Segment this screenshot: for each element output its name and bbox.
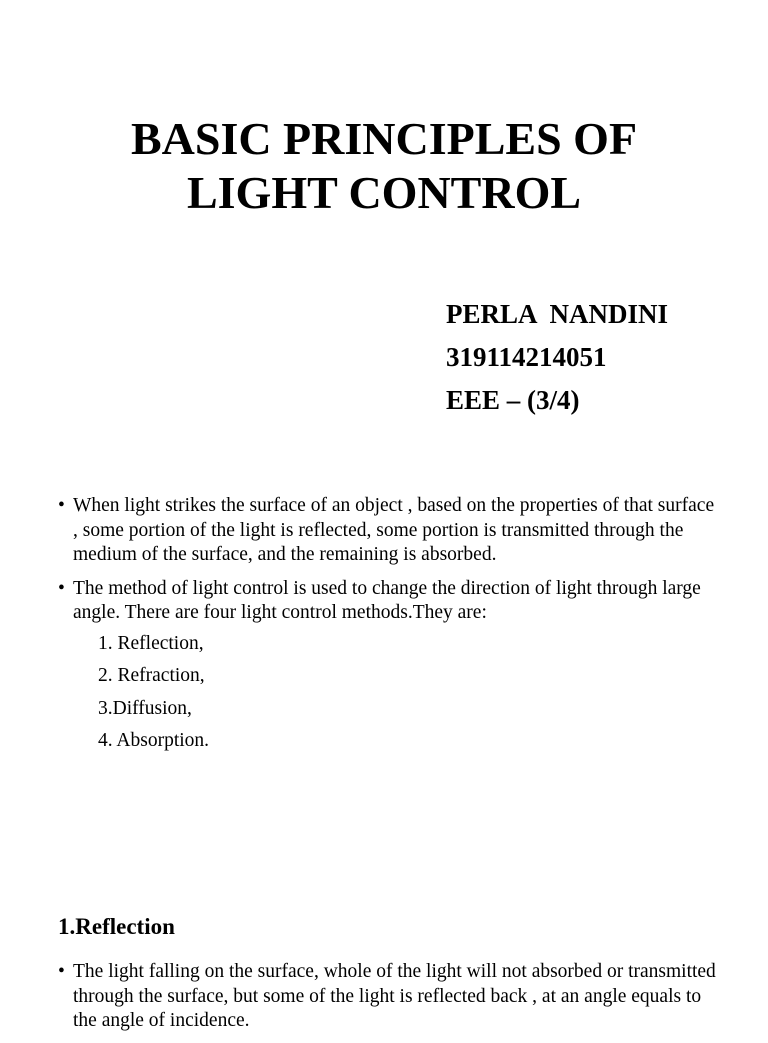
section-heading-reflection: 1.Reflection <box>58 914 175 939</box>
branch-year: EEE – (3/4) <box>446 385 580 415</box>
author-name: PERLA NANDINI <box>446 299 669 329</box>
reflection-bullet-list <box>58 960 718 1043</box>
methods-list <box>73 632 718 754</box>
bullet-text: When light strikes the surface of an object , based on the properties of that surface , some portion of the light is reflected, some portion is transmitted through the medium of the surface, and the remaining is absorbed. <box>73 495 715 565</box>
bullet-item <box>58 960 718 1034</box>
bullet-dot-icon: • <box>58 495 65 516</box>
intro-bullet-list <box>58 494 718 762</box>
method-absorption: 4. Absorption. <box>98 730 210 751</box>
bullet-text: The light falling on the surface, whole of the light will not absorbed or transmitted through the surface, but some of the light is reflected back , at an angle equals to the angle of incidence. <box>73 961 716 1031</box>
title-line-2: LIGHT CONTROL <box>186 167 582 218</box>
bullet-text: The method of light control is used to change the direction of light through large angle. There are four light control methods.They are: <box>73 577 701 623</box>
slide-title <box>0 112 768 220</box>
title-line-1: BASIC PRINCIPLES OF <box>130 113 638 164</box>
roll-number: 319114214051 <box>446 342 607 372</box>
method-refraction: 2. Refraction, <box>98 665 205 686</box>
method-diffusion: 3.Diffusion, <box>98 697 192 719</box>
bullet-item <box>58 494 718 568</box>
bullet-item <box>58 577 718 754</box>
bullet-dot-icon: • <box>58 577 65 599</box>
bullet-dot-icon: • <box>58 961 65 982</box>
method-reflection: 1. Reflection, <box>98 632 204 654</box>
author-block <box>446 293 668 422</box>
